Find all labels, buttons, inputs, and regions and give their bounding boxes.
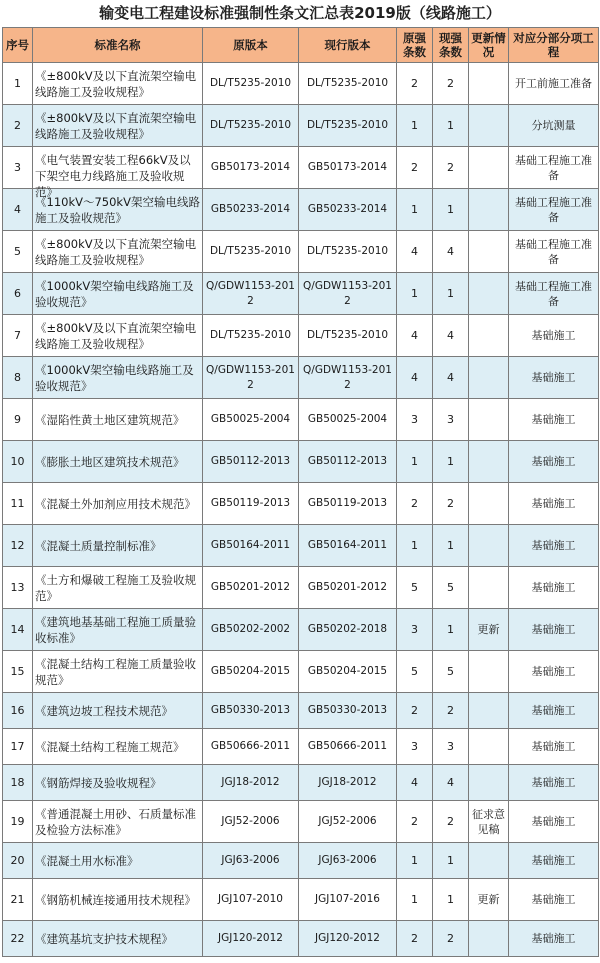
- page-title: 输变电工程建设标准强制性条文汇总表2019版（线路施工）: [99, 4, 501, 22]
- header-row: [3, 28, 599, 63]
- cell-orig-count: 2: [397, 63, 433, 105]
- header-orig-version: 原版本: [203, 28, 299, 63]
- cell-section: 基础施工: [509, 921, 599, 957]
- cell-curr-count: 4: [433, 357, 469, 399]
- cell-standard-name: [33, 105, 203, 147]
- cell-orig-count: 1: [397, 843, 433, 879]
- standard-name-text: 《1000kV架空输电线路施工及验收规范》: [35, 278, 194, 309]
- cell-curr-version: DL/T5235-2010: [299, 63, 397, 105]
- cell-update-status: [469, 651, 509, 693]
- cell-curr-version: GB50202-2018: [299, 609, 397, 651]
- cell-orig-version: GB50233-2014: [203, 189, 299, 231]
- cell-update-status: 更新: [469, 879, 509, 921]
- cell-section: 基础施工: [509, 357, 599, 399]
- table-row: [3, 801, 599, 843]
- cell-section: 基础施工: [509, 843, 599, 879]
- header-orig-count: 原强条数: [397, 28, 433, 63]
- cell-orig-count: 1: [397, 105, 433, 147]
- cell-curr-count: 1: [433, 879, 469, 921]
- cell-orig-count: 4: [397, 231, 433, 273]
- standards-table: [2, 27, 599, 957]
- cell-section: 基础施工: [509, 567, 599, 609]
- cell-standard-name: [33, 765, 203, 801]
- cell-standard-name: [33, 843, 203, 879]
- cell-section: 基础工程施工准备: [509, 189, 599, 231]
- cell-curr-version: GB50233-2014: [299, 189, 397, 231]
- cell-orig-version: DL/T5235-2010: [203, 63, 299, 105]
- cell-no: 3: [3, 147, 33, 189]
- cell-curr-count: 1: [433, 525, 469, 567]
- cell-update-status: [469, 147, 509, 189]
- cell-standard-name: [33, 357, 203, 399]
- cell-no: 6: [3, 273, 33, 315]
- table-row: [3, 399, 599, 441]
- cell-orig-count: 2: [397, 693, 433, 729]
- cell-curr-count: 1: [433, 441, 469, 483]
- cell-curr-count: 2: [433, 63, 469, 105]
- cell-orig-count: 1: [397, 525, 433, 567]
- cell-update-status: [469, 765, 509, 801]
- cell-standard-name: [33, 567, 203, 609]
- cell-curr-count: 2: [433, 921, 469, 957]
- cell-orig-version: Q/GDW1153-2012: [203, 357, 299, 399]
- standard-name-text: 《建筑地基基础工程施工质量验收标准》: [35, 614, 196, 645]
- cell-curr-version: GB50025-2004: [299, 399, 397, 441]
- cell-no: 11: [3, 483, 33, 525]
- cell-curr-count: 4: [433, 315, 469, 357]
- cell-section: 基础工程施工准备: [509, 231, 599, 273]
- standard-name-text: 《钢筋机械连接通用技术规程》: [35, 892, 196, 907]
- cell-update-status: 征求意见稿: [469, 801, 509, 843]
- cell-section: 基础施工: [509, 651, 599, 693]
- standard-name-text: 《混凝土外加剂应用技术规范》: [35, 496, 196, 511]
- cell-standard-name: [33, 693, 203, 729]
- cell-section: 基础施工: [509, 399, 599, 441]
- cell-section: 基础施工: [509, 441, 599, 483]
- standard-name-text: 《混凝土结构工程施工规范》: [35, 739, 185, 754]
- cell-curr-count: 5: [433, 651, 469, 693]
- cell-standard-name: [33, 651, 203, 693]
- cell-no: 9: [3, 399, 33, 441]
- cell-orig-count: 5: [397, 651, 433, 693]
- cell-no: 2: [3, 105, 33, 147]
- cell-orig-version: GB50025-2004: [203, 399, 299, 441]
- table-row: [3, 765, 599, 801]
- table-row: [3, 273, 599, 315]
- cell-curr-version: DL/T5235-2010: [299, 315, 397, 357]
- cell-update-status: [469, 315, 509, 357]
- cell-update-status: [469, 357, 509, 399]
- cell-orig-count: 1: [397, 189, 433, 231]
- cell-section: 基础施工: [509, 315, 599, 357]
- cell-update-status: [469, 189, 509, 231]
- cell-standard-name: [33, 729, 203, 765]
- cell-orig-version: DL/T5235-2010: [203, 105, 299, 147]
- cell-no: 12: [3, 525, 33, 567]
- cell-standard-name: [33, 921, 203, 957]
- cell-curr-version: GB50164-2011: [299, 525, 397, 567]
- cell-orig-count: 5: [397, 567, 433, 609]
- cell-section: 基础施工: [509, 483, 599, 525]
- cell-orig-count: 1: [397, 441, 433, 483]
- cell-orig-version: GB50666-2011: [203, 729, 299, 765]
- cell-no: 20: [3, 843, 33, 879]
- cell-orig-version: JGJ52-2006: [203, 801, 299, 843]
- cell-orig-count: 3: [397, 609, 433, 651]
- cell-standard-name: [33, 609, 203, 651]
- cell-section: 基础施工: [509, 729, 599, 765]
- standard-name-text: 《钢筋焊接及验收规程》: [35, 775, 162, 790]
- cell-orig-count: 2: [397, 483, 433, 525]
- cell-update-status: [469, 273, 509, 315]
- table-row: [3, 525, 599, 567]
- cell-curr-version: GB50201-2012: [299, 567, 397, 609]
- cell-update-status: [469, 729, 509, 765]
- cell-update-status: 更新: [469, 609, 509, 651]
- cell-section: 基础施工: [509, 609, 599, 651]
- cell-orig-version: JGJ18-2012: [203, 765, 299, 801]
- cell-standard-name: [33, 879, 203, 921]
- cell-orig-count: 3: [397, 729, 433, 765]
- cell-curr-count: 2: [433, 147, 469, 189]
- cell-curr-version: JGJ18-2012: [299, 765, 397, 801]
- cell-no: 19: [3, 801, 33, 843]
- cell-section: 分坑测量: [509, 105, 599, 147]
- cell-orig-version: DL/T5235-2010: [203, 231, 299, 273]
- header-name: 标准名称: [33, 28, 203, 63]
- cell-orig-version: GB50164-2011: [203, 525, 299, 567]
- cell-curr-version: Q/GDW1153-2012: [299, 273, 397, 315]
- cell-standard-name: [33, 189, 203, 231]
- cell-no: 18: [3, 765, 33, 801]
- cell-standard-name: [33, 273, 203, 315]
- cell-section: 开工前施工准备: [509, 63, 599, 105]
- cell-curr-version: JGJ107-2016: [299, 879, 397, 921]
- cell-orig-count: 3: [397, 399, 433, 441]
- cell-orig-count: 4: [397, 765, 433, 801]
- standard-name-text: 《混凝土用水标准》: [35, 853, 139, 868]
- standard-name-text: 《±800kV及以下直流架空输电线路施工及验收规程》: [35, 68, 197, 99]
- cell-curr-version: JGJ52-2006: [299, 801, 397, 843]
- cell-no: 4: [3, 189, 33, 231]
- cell-update-status: [469, 399, 509, 441]
- table-row: [3, 105, 599, 147]
- cell-standard-name: [33, 63, 203, 105]
- cell-standard-name: [33, 315, 203, 357]
- cell-orig-count: 2: [397, 147, 433, 189]
- table-row: [3, 315, 599, 357]
- cell-no: 10: [3, 441, 33, 483]
- cell-no: 13: [3, 567, 33, 609]
- cell-orig-version: GB50173-2014: [203, 147, 299, 189]
- cell-update-status: [469, 693, 509, 729]
- cell-update-status: [469, 843, 509, 879]
- cell-orig-count: 4: [397, 315, 433, 357]
- cell-orig-version: Q/GDW1153-2012: [203, 273, 299, 315]
- cell-curr-version: JGJ120-2012: [299, 921, 397, 957]
- cell-curr-version: GB50119-2013: [299, 483, 397, 525]
- header-section: 对应分部分项工程: [509, 28, 599, 63]
- cell-curr-count: 5: [433, 567, 469, 609]
- cell-curr-count: 1: [433, 843, 469, 879]
- cell-section: 基础工程施工准备: [509, 273, 599, 315]
- cell-curr-version: GB50666-2011: [299, 729, 397, 765]
- cell-curr-count: 1: [433, 273, 469, 315]
- header-curr-count: 现强条数: [433, 28, 469, 63]
- cell-orig-version: GB50201-2012: [203, 567, 299, 609]
- cell-standard-name: [33, 483, 203, 525]
- cell-orig-count: 4: [397, 357, 433, 399]
- table-body: [3, 63, 599, 957]
- table-row: [3, 921, 599, 957]
- table-row: [3, 729, 599, 765]
- cell-orig-count: 1: [397, 273, 433, 315]
- standard-name-text: 《±800kV及以下直流架空输电线路施工及验收规程》: [35, 320, 197, 351]
- cell-curr-version: GB50330-2013: [299, 693, 397, 729]
- cell-curr-count: 2: [433, 801, 469, 843]
- cell-update-status: [469, 567, 509, 609]
- cell-no: 7: [3, 315, 33, 357]
- table-row: [3, 693, 599, 729]
- cell-standard-name: [33, 231, 203, 273]
- cell-curr-version: GB50173-2014: [299, 147, 397, 189]
- cell-orig-count: 2: [397, 801, 433, 843]
- standard-name-text: 《普通混凝土用砂、石质量标准及检验方法标准》: [35, 806, 196, 837]
- cell-orig-version: GB50112-2013: [203, 441, 299, 483]
- standard-name-text: 《建筑基坑支护技术规程》: [35, 931, 173, 946]
- cell-orig-version: JGJ107-2010: [203, 879, 299, 921]
- table-row: [3, 651, 599, 693]
- cell-standard-name: [33, 441, 203, 483]
- cell-curr-version: GB50112-2013: [299, 441, 397, 483]
- standard-name-text: 《1000kV架空输电线路施工及验收规范》: [35, 362, 194, 393]
- table-row: [3, 609, 599, 651]
- table-row: [3, 189, 599, 231]
- cell-curr-count: 2: [433, 483, 469, 525]
- cell-orig-version: JGJ120-2012: [203, 921, 299, 957]
- standard-name-text: 《±800kV及以下直流架空输电线路施工及验收规程》: [35, 236, 197, 267]
- cell-standard-name: [33, 399, 203, 441]
- cell-curr-count: 1: [433, 105, 469, 147]
- cell-orig-version: GB50119-2013: [203, 483, 299, 525]
- cell-curr-version: Q/GDW1153-2012: [299, 357, 397, 399]
- cell-update-status: [469, 525, 509, 567]
- cell-curr-version: JGJ63-2006: [299, 843, 397, 879]
- cell-curr-count: 1: [433, 609, 469, 651]
- cell-standard-name: [33, 525, 203, 567]
- cell-curr-count: 4: [433, 765, 469, 801]
- standard-name-text: 《电气装置安装工程66kV及以下架空电力线路施工及验收规范》: [35, 152, 191, 199]
- cell-update-status: [469, 105, 509, 147]
- cell-no: 16: [3, 693, 33, 729]
- header-update: 更新情况: [469, 28, 509, 63]
- cell-standard-name: [33, 801, 203, 843]
- standard-name-text: 《混凝土结构工程施工质量验收规范》: [35, 656, 196, 687]
- cell-curr-version: GB50204-2015: [299, 651, 397, 693]
- standard-name-text: 《混凝土质量控制标准》: [35, 538, 162, 553]
- cell-curr-count: 3: [433, 729, 469, 765]
- standard-name-text: 《±800kV及以下直流架空输电线路施工及验收规程》: [35, 110, 197, 141]
- cell-section: 基础施工: [509, 879, 599, 921]
- cell-orig-version: DL/T5235-2010: [203, 315, 299, 357]
- cell-section: 基础工程施工准备: [509, 147, 599, 189]
- standard-name-text: 《湿陷性黄土地区建筑规范》: [35, 412, 185, 427]
- standard-name-text: 《110kV～750kV架空输电线路施工及验收规范》: [35, 194, 200, 225]
- table-row: [3, 147, 599, 189]
- cell-curr-count: 3: [433, 399, 469, 441]
- cell-orig-version: GB50204-2015: [203, 651, 299, 693]
- standard-name-text: 《建筑边坡工程技术规范》: [35, 703, 173, 718]
- cell-orig-count: 2: [397, 921, 433, 957]
- cell-update-status: [469, 231, 509, 273]
- cell-section: 基础施工: [509, 765, 599, 801]
- cell-update-status: [469, 921, 509, 957]
- table-row: [3, 231, 599, 273]
- cell-no: 1: [3, 63, 33, 105]
- table-row: [3, 441, 599, 483]
- table-row: [3, 567, 599, 609]
- cell-no: 22: [3, 921, 33, 957]
- cell-no: 17: [3, 729, 33, 765]
- header-curr-version: 现行版本: [299, 28, 397, 63]
- cell-update-status: [469, 441, 509, 483]
- standard-name-text: 《膨胀土地区建筑技术规范》: [35, 454, 185, 469]
- cell-update-status: [469, 483, 509, 525]
- cell-section: 基础施工: [509, 801, 599, 843]
- cell-update-status: [469, 63, 509, 105]
- cell-no: 14: [3, 609, 33, 651]
- header-no: 序号: [3, 28, 33, 63]
- standard-name-text: 《土方和爆破工程施工及验收规范》: [35, 572, 196, 603]
- cell-curr-count: 1: [433, 189, 469, 231]
- cell-section: 基础施工: [509, 525, 599, 567]
- table-row: [3, 483, 599, 525]
- cell-curr-version: DL/T5235-2010: [299, 231, 397, 273]
- cell-orig-version: GB50330-2013: [203, 693, 299, 729]
- cell-no: 5: [3, 231, 33, 273]
- cell-standard-name: [33, 147, 203, 199]
- cell-orig-count: 1: [397, 879, 433, 921]
- table-row: [3, 357, 599, 399]
- cell-orig-version: JGJ63-2006: [203, 843, 299, 879]
- cell-no: 21: [3, 879, 33, 921]
- cell-curr-count: 2: [433, 693, 469, 729]
- table-row: [3, 63, 599, 105]
- cell-curr-version: DL/T5235-2010: [299, 105, 397, 147]
- cell-no: 8: [3, 357, 33, 399]
- cell-curr-count: 4: [433, 231, 469, 273]
- cell-section: 基础施工: [509, 693, 599, 729]
- cell-no: 15: [3, 651, 33, 693]
- cell-orig-version: GB50202-2002: [203, 609, 299, 651]
- table-row: [3, 843, 599, 879]
- table-row: [3, 879, 599, 921]
